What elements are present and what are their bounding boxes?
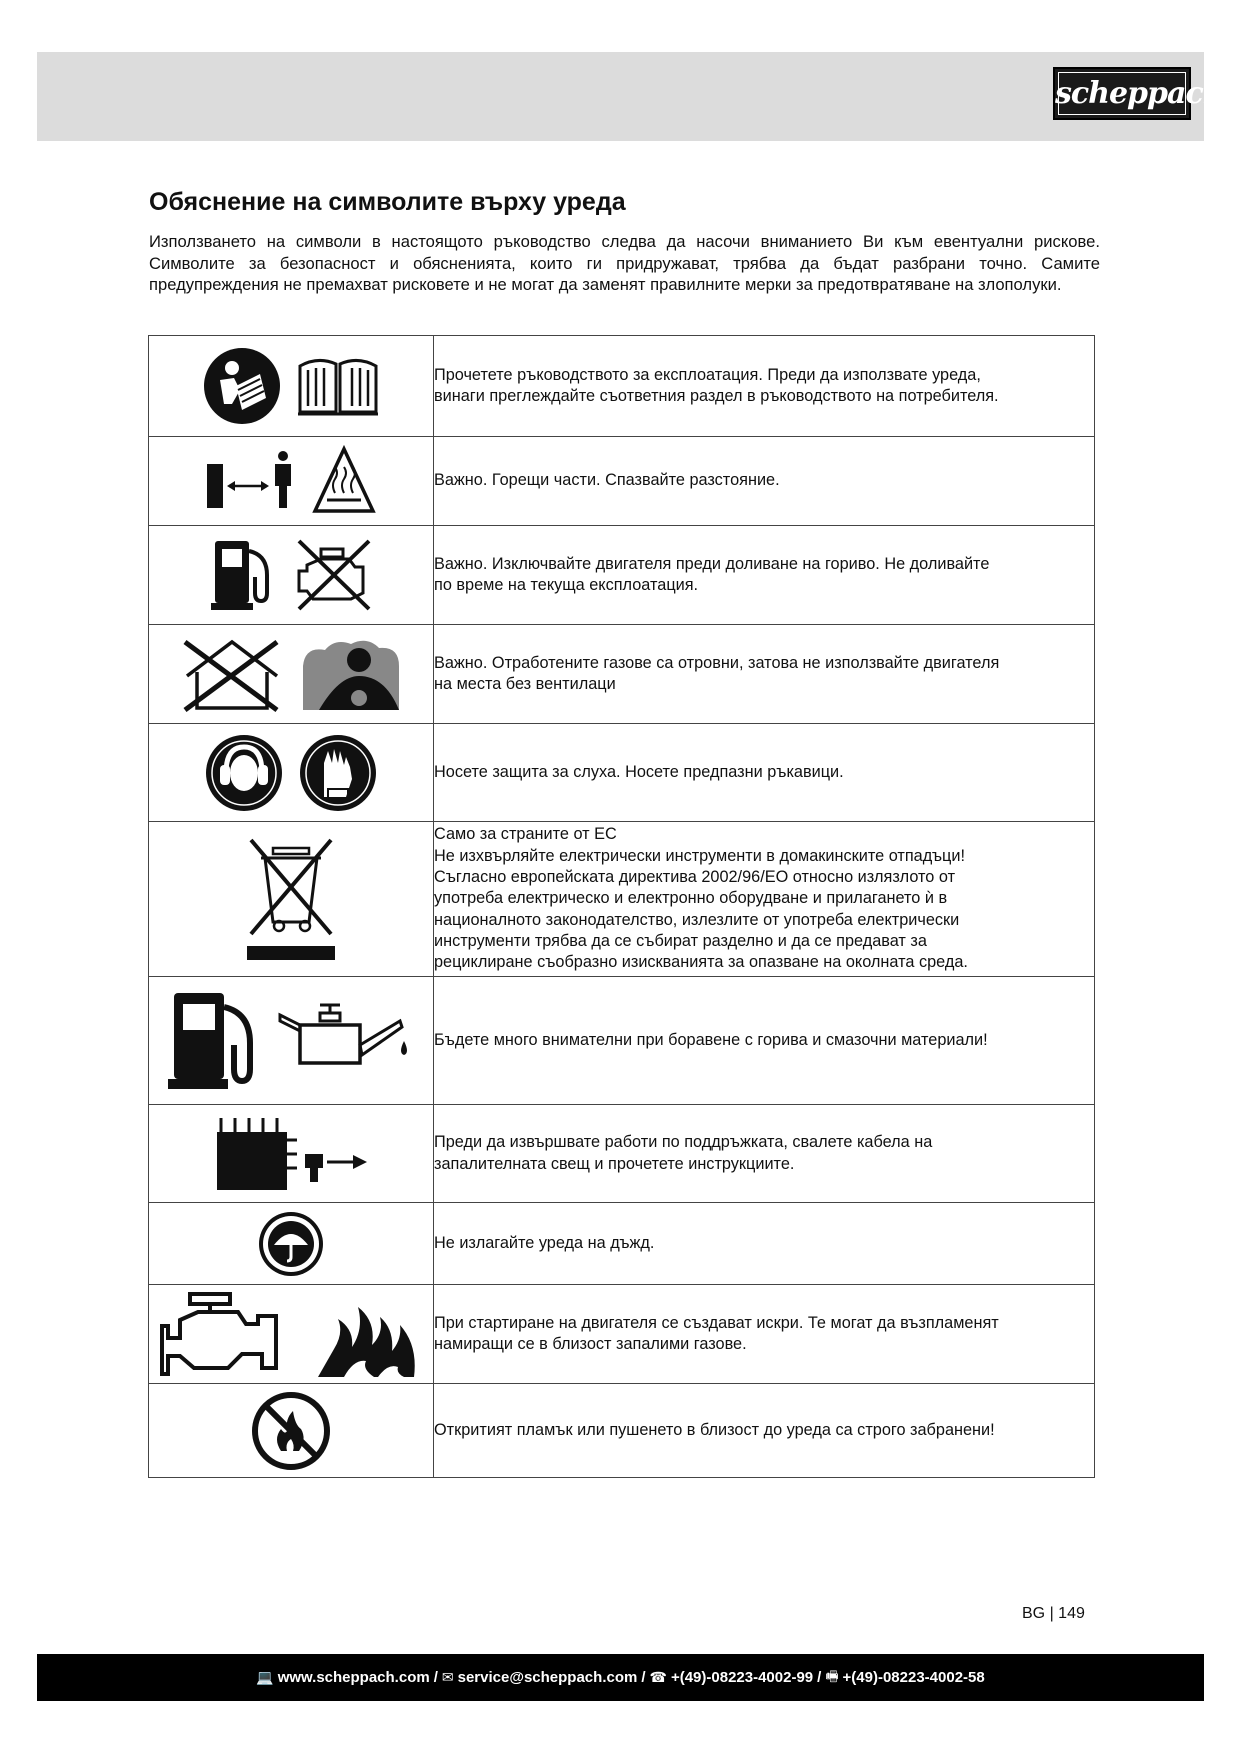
row-text-line: националното законодателство, излезлите от употреба електрически (434, 910, 960, 929)
row-text-line: Важно. Изключвайте двигателя преди доливане на гориво. Не доливайте (434, 554, 990, 573)
icon-cell (149, 437, 434, 526)
icon-cell (149, 724, 434, 822)
table-row (149, 1384, 1095, 1478)
row-text-line: Важно. Отработените газове са отровни, затова не използвайте двигателя (434, 653, 1000, 672)
row-text-line: При стартиране на двигателя се създават искри. Те могат да възпламенят (434, 1313, 999, 1332)
text-cell (434, 437, 1095, 526)
row-text-line: рециклиране съобразно изискванията за опазване на околната среда. (434, 953, 968, 972)
fuel-pump-icon (209, 537, 279, 613)
computer-icon: 💻 (256, 1669, 274, 1685)
icon-cell (149, 1203, 434, 1285)
icon-cell (149, 1285, 434, 1384)
row-text-line: на места без вентилаци (434, 675, 616, 693)
phone-icon: ☎ (649, 1669, 667, 1685)
row-text-line: инструменти трябва да се събират разделно и да се предават за (434, 931, 927, 950)
gloves-icon (298, 733, 378, 813)
row-text-line: Носете защита за слуха. Носете предпазни ръкавици. (434, 762, 844, 781)
text-cell (434, 1105, 1095, 1203)
icon-cell (149, 625, 434, 724)
footer-website-link[interactable]: www.scheppach.com (277, 1669, 430, 1686)
icon-cell (149, 977, 434, 1105)
symbols-table (148, 335, 1095, 1478)
row-text-line: Важно. Горещи части. Спазвайте разстояние. (434, 471, 780, 490)
row-text-line: Не изхвърляйте електрически инструменти в домакинските отпадъци! (434, 846, 965, 865)
page-number: BG | 149 (1022, 1605, 1085, 1622)
table-row (149, 1105, 1095, 1203)
footer-separator: / (641, 1669, 646, 1686)
oil-can-icon (276, 1001, 416, 1081)
icon-cell (149, 1384, 434, 1478)
umbrella-icon (258, 1211, 324, 1277)
text-cell (434, 1285, 1095, 1384)
page-title: Обяснение на символите върху уреда (149, 188, 626, 216)
hot-surface-warning-icon (311, 445, 377, 517)
table-row (149, 1285, 1095, 1384)
keep-distance-icon (205, 448, 297, 514)
table-row (149, 822, 1095, 977)
toxic-fumes-icon (299, 636, 403, 712)
row-text-line: Само за страните от ЕС (434, 825, 617, 844)
footer-email-link[interactable]: service@scheppach.com (457, 1669, 638, 1686)
logo-text: scheppach (1055, 76, 1224, 111)
icon-cell (149, 822, 434, 977)
engine-crossed-icon (293, 537, 373, 613)
engine-icon (158, 1290, 288, 1378)
footer-band (37, 1654, 1204, 1701)
text-cell (434, 526, 1095, 625)
fax-icon: 🖷 (825, 1667, 839, 1684)
table-row (149, 625, 1095, 724)
mail-icon: ✉ (441, 1669, 454, 1685)
fuel-pump-icon (166, 989, 262, 1093)
header-band (37, 52, 1204, 141)
table-row (149, 977, 1095, 1105)
icon-cell (149, 526, 434, 625)
text-cell (434, 1203, 1095, 1285)
row-text-line: Не излагайте уреда на дъжд. (434, 1233, 655, 1252)
row-text-line: Бъдете много внимателни при боравене с горива и смазочни материали! (434, 1030, 988, 1049)
brand-logo (1053, 67, 1224, 120)
row-text-line: Прочетете ръководството за експлоатация. Преди да използвате уреда, (434, 365, 981, 384)
row-text-line: Преди да извършвате работи по поддръжката, свалете кабела на (434, 1133, 933, 1152)
text-cell (434, 336, 1095, 437)
footer-phone: +(49)-08223-4002-99 (670, 1669, 814, 1686)
table-row (149, 1203, 1095, 1285)
text-cell (434, 977, 1095, 1105)
table-row (149, 437, 1095, 526)
fire-icon (314, 1289, 424, 1379)
footer-separator: / (433, 1669, 438, 1686)
open-book-icon (296, 356, 380, 416)
row-text-line: намиращи се в близост запалими газове. (434, 1335, 747, 1353)
row-text-line: Съгласно европейската директива 2002/96/ЕО относно излязлото от (434, 868, 956, 887)
spark-plug-disconnect-icon (213, 1114, 369, 1194)
intro-paragraph: Използването на символи в настоящото ръководство следва да насочи вниманието Ви към евентуални рискове. Символите за безопасност и обясненията, които ги придружават, трябва да бъдат разбрани точно. Самите предупреждения не премахват рисковете и не могат да заменят правилните мерки за предотвратяване на злополуки. (149, 232, 1100, 294)
icon-cell (149, 336, 434, 437)
footer-fax: +(49)-08223-4002-58 (842, 1669, 985, 1686)
no-open-flame-icon (251, 1391, 331, 1471)
weee-crossed-bin-icon (243, 834, 339, 964)
row-text-line: Откритият пламък или пушенето в близост до уреда са строго забранени! (434, 1420, 995, 1439)
logo-frame (1058, 72, 1186, 115)
text-cell (434, 822, 1095, 977)
ear-protection-icon (204, 733, 284, 813)
icon-cell (149, 1105, 434, 1203)
row-text-line: употреба електрическо и електронно оборудване и прилагането ѝ в (434, 889, 948, 908)
footer-separator: / (817, 1669, 822, 1686)
house-crossed-icon (179, 636, 285, 712)
text-cell (434, 724, 1095, 822)
row-text-line: винаги преглеждайте съответния раздел в ръководството на потребителя. (434, 387, 999, 405)
table-row (149, 336, 1095, 437)
table-row (149, 724, 1095, 822)
table-row (149, 526, 1095, 625)
row-text-line: запалителната свещ и прочетете инструкциите. (434, 1154, 795, 1173)
row-text-line: по време на текуща експлоатация. (434, 576, 699, 594)
text-cell (434, 1384, 1095, 1478)
text-cell (434, 625, 1095, 724)
read-manual-icon (202, 346, 282, 426)
